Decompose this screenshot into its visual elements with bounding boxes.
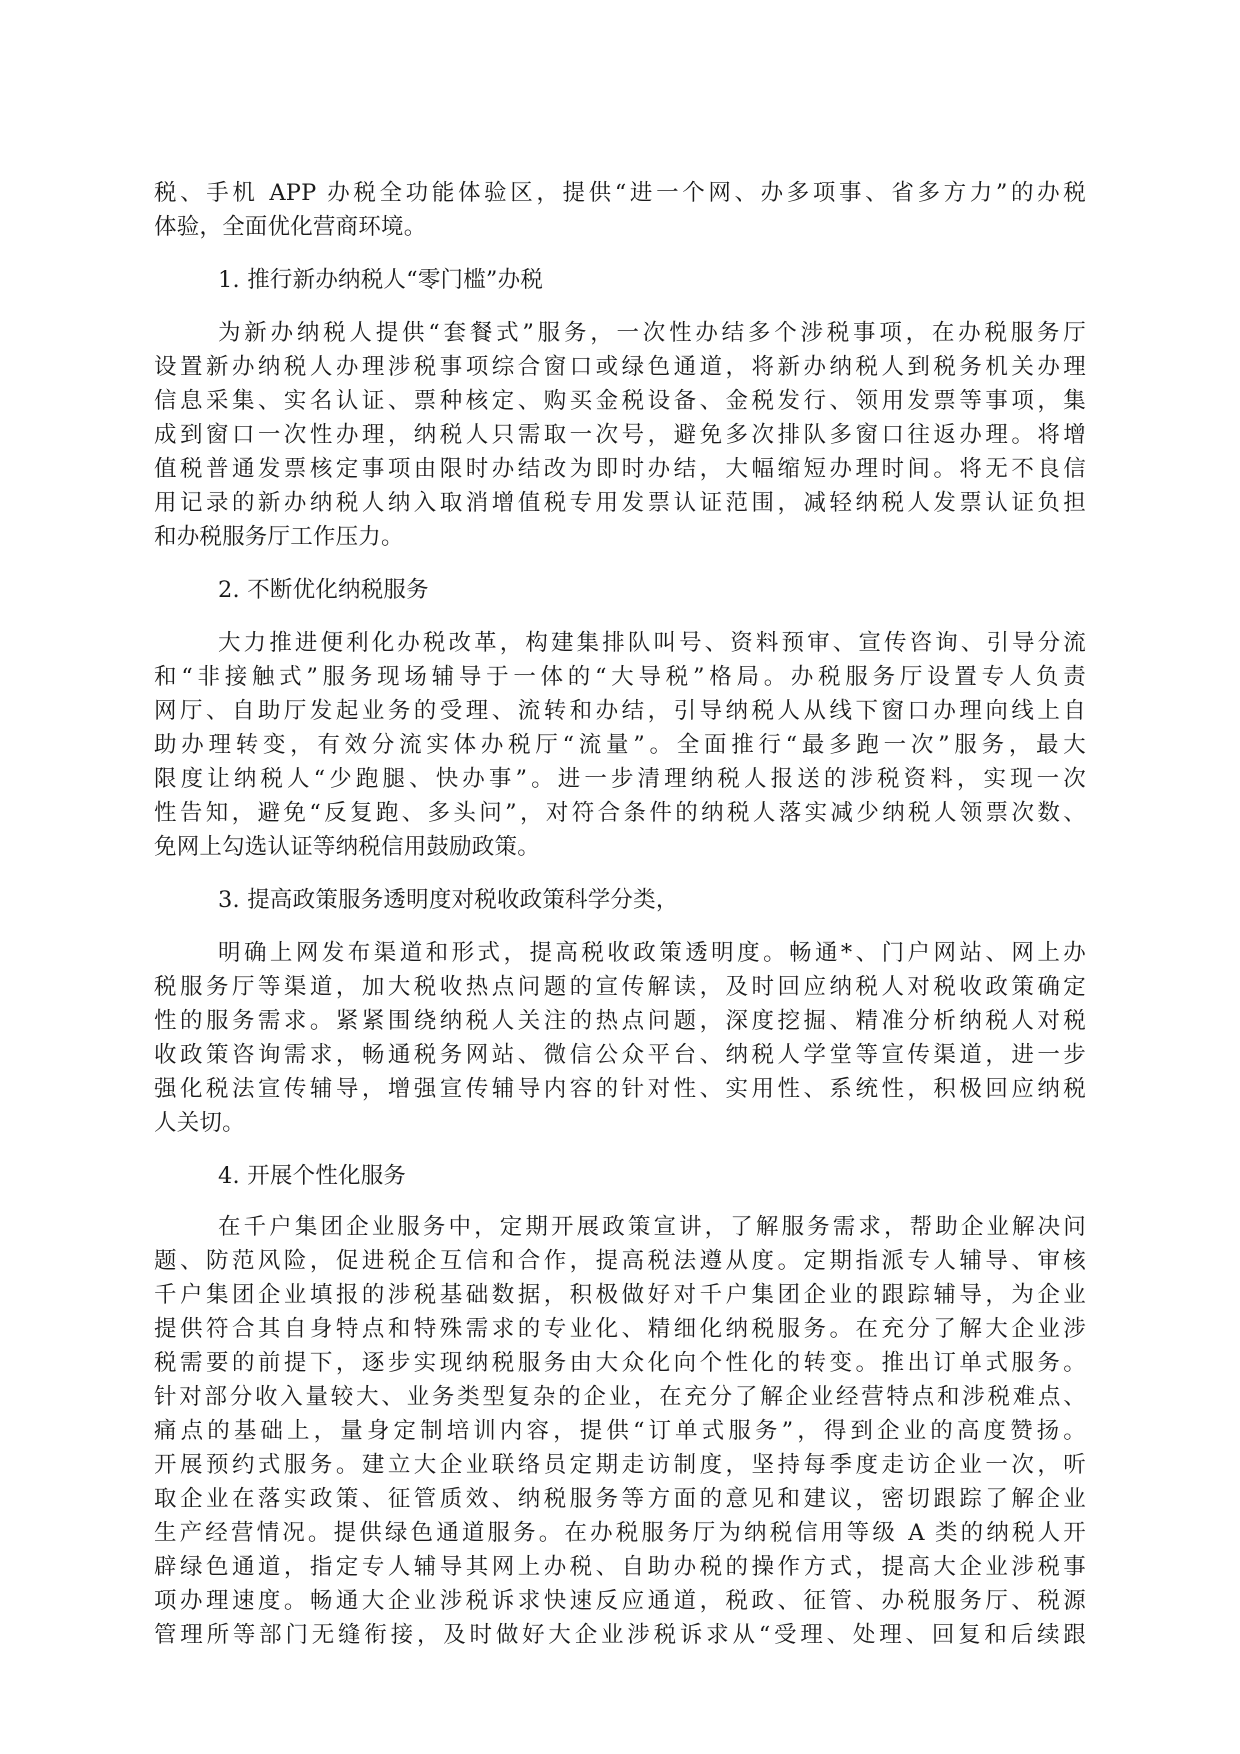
text-line: 明确上网发布渠道和形式，提高税收政策透明度。畅通*、门户网站、网上办: [218, 940, 1086, 966]
text-line: 免网上勾选认证等纳税信用鼓励政策。: [154, 834, 540, 860]
text-line: 税服务厅等渠道，加大税收热点问题的宣传解读，及时回应纳税人对税收政策确定: [154, 974, 1086, 1000]
section-heading: 4. 开展个性化服务: [218, 1163, 407, 1189]
section-paragraph: [154, 316, 1086, 554]
section-paragraph: [154, 936, 1086, 1140]
section-heading: 3. 提高政策服务透明度对税收政策科学分类，: [218, 887, 679, 913]
text-line: 成到窗口一次性办理，纳税人只需取一次号，避免多次排队多窗口往返办理。将增: [154, 422, 1086, 448]
text-line: 助办理转变，有效分流实体办税厅“流量”。全面推行“最多跑一次”服务，最大: [154, 732, 1086, 758]
text-line: 用记录的新办纳税人纳入取消增值税专用发票认证范围，减轻纳税人发票认证负担: [154, 490, 1086, 516]
text-line: 网厅、自助厅发起业务的受理、流转和办结，引导纳税人从线下窗口办理向线上自: [154, 698, 1086, 724]
text-line: 设置新办纳税人办理涉税事项综合窗口或绿色通道，将新办纳税人到税务机关办理: [154, 354, 1086, 380]
text-line: 大力推进便利化办税改革，构建集排队叫号、资料预审、宣传咨询、引导分流: [218, 630, 1086, 656]
text-line: 取企业在落实政策、征管质效、纳税服务等方面的意见和建议，密切跟踪了解企业: [154, 1486, 1086, 1512]
text-line: 人关切。: [154, 1110, 245, 1136]
text-line: 信息采集、实名认证、票种核定、购买金税设备、金税发行、领用发票等事项，集: [154, 388, 1086, 414]
text-line: 在千户集团企业服务中，定期开展政策宣讲，了解服务需求，帮助企业解决问: [218, 1214, 1086, 1240]
text-line: 和办税服务厅工作压力。: [154, 524, 404, 550]
text-line: 值税普通发票核定事项由限时办结改为即时办结，大幅缩短办理时间。将无不良信: [154, 456, 1086, 482]
text-line: 性的服务需求。紧紧围绕纳税人关注的热点问题，深度挖掘、精准分析纳税人对税: [154, 1008, 1086, 1034]
text-line: 税需要的前提下，逐步实现纳税服务由大众化向个性化的转变。推出订单式服务。: [154, 1350, 1086, 1376]
intro-paragraph: [154, 176, 1086, 244]
text-line: 收政策咨询需求，畅通税务网站、微信公众平台、纳税人学堂等宣传渠道，进一步: [154, 1042, 1086, 1068]
text-line: 强化税法宣传辅导，增强宣传辅导内容的针对性、实用性、系统性，积极回应纳税: [154, 1076, 1086, 1102]
text-line: 为新办纳税人提供“套餐式”服务，一次性办结多个涉税事项，在办税服务厅: [218, 320, 1086, 346]
text-line: 生产经营情况。提供绿色通道服务。在办税服务厅为纳税信用等级 A 类的纳税人开: [154, 1520, 1086, 1546]
text-line: 题、防范风险，促进税企互信和合作，提高税法遵从度。定期指派专人辅导、审核: [154, 1248, 1086, 1274]
text-line: 项办理速度。畅通大企业涉税诉求快速反应通道，税政、征管、办税服务厅、税源: [154, 1588, 1086, 1614]
text-line: 限度让纳税人“少跑腿、快办事”。进一步清理纳税人报送的涉税资料，实现一次: [154, 766, 1086, 792]
text-line: 痛点的基础上，量身定制培训内容，提供“订单式服务”，得到企业的高度赞扬。: [154, 1418, 1086, 1444]
text-line: 体验，全面优化营商环境。: [154, 214, 427, 240]
text-line: 千户集团企业填报的涉税基础数据，积极做好对千户集团企业的跟踪辅导，为企业: [154, 1282, 1086, 1308]
text-line: 管理所等部门无缝衔接，及时做好大企业涉税诉求从“受理、处理、回复和后续跟: [154, 1622, 1086, 1648]
text-line: 提供符合其自身特点和特殊需求的专业化、精细化纳税服务。在充分了解大企业涉: [154, 1316, 1086, 1342]
document-body: [154, 176, 1086, 1652]
section-heading: 2. 不断优化纳税服务: [218, 577, 429, 603]
text-line: 税、手机 APP 办税全功能体验区，提供“进一个网、办多项事、省多方力”的办税: [154, 180, 1086, 206]
section-paragraph: [154, 1210, 1086, 1652]
text-line: 辟绿色通道，指定专人辅导其网上办税、自助办税的操作方式，提高大企业涉税事: [154, 1554, 1086, 1580]
text-line: 针对部分收入量较大、业务类型复杂的企业，在充分了解企业经营特点和涉税难点、: [154, 1384, 1086, 1410]
section-paragraph: [154, 626, 1086, 864]
text-line: 开展预约式服务。建立大企业联络员定期走访制度，坚持每季度走访企业一次，听: [154, 1452, 1086, 1478]
text-line: 性告知，避免“反复跑、多头问”，对符合条件的纳税人落实减少纳税人领票次数、: [154, 800, 1086, 826]
text-line: 和“非接触式”服务现场辅导于一体的“大导税”格局。办税服务厅设置专人负责: [154, 664, 1086, 690]
section-heading: 1. 推行新办纳税人“零门槛”办税: [218, 267, 544, 293]
